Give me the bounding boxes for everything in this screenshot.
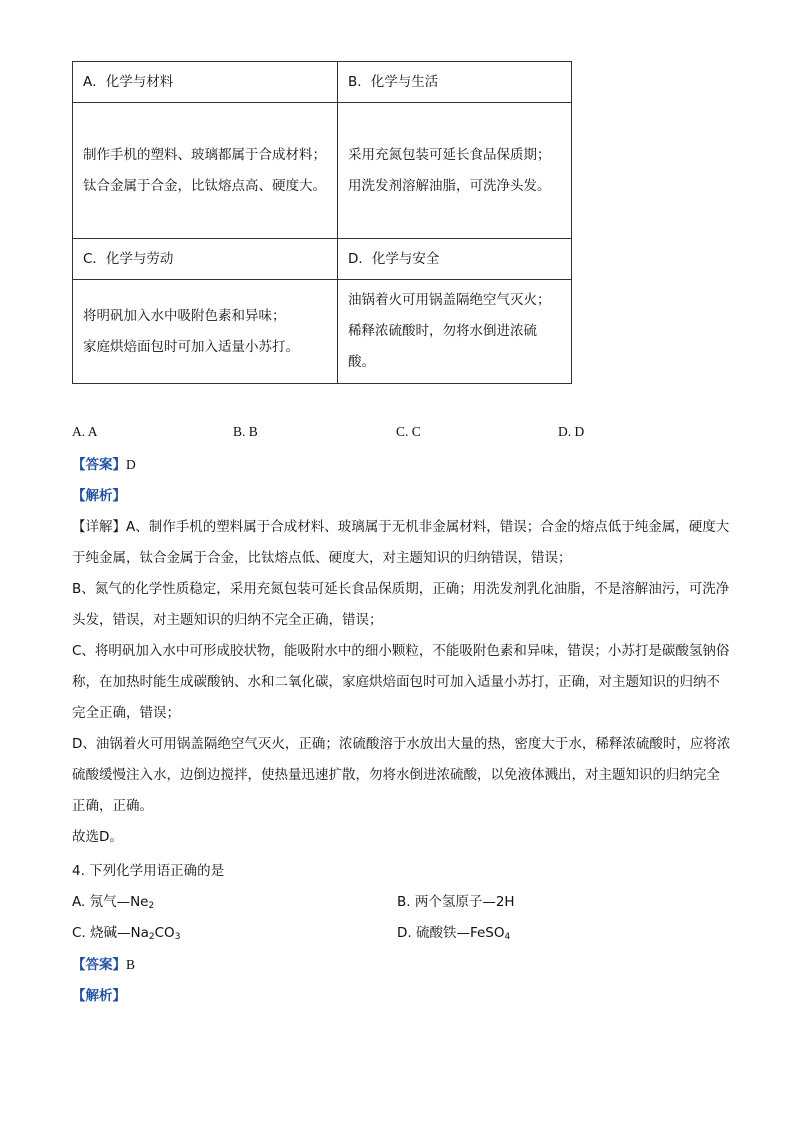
answer-value: D xyxy=(126,457,136,472)
q4-option-a-text: A. 氖气—Ne xyxy=(72,894,149,910)
q4-answer-line xyxy=(72,955,732,975)
cell-d-line-2: 稀释浓硫酸时，勿将水倒进浓硫酸。 xyxy=(348,323,537,370)
cell-b-body xyxy=(338,103,572,239)
q3-conclusion: 故选D。 xyxy=(72,829,123,845)
knowledge-table xyxy=(72,61,572,384)
q3-detail-a: 【详解】A、制作手机的塑料属于合成材料、玻璃属于无机非金属材料，错误；合金的熔点低于纯金属，硬度大于纯金属，钛合金属于合金，比钛熔点低、硬度大，对主题知识的归纳错误，错误； xyxy=(72,519,730,566)
q4-option-d-sub: 4 xyxy=(504,932,511,942)
q4-option-c-mid: CO xyxy=(154,925,175,941)
cell-a-line-2: 钛合金属于合金，比钛熔点高、硬度大。 xyxy=(83,177,326,194)
q4-option-c-sub1: 2 xyxy=(148,932,155,942)
answer-label: 【答案】 xyxy=(72,457,126,473)
cell-d-line-1: 油锅着火可用锅盖隔绝空气灭火； xyxy=(348,292,551,308)
cell-b-line-1: 采用充氮包装可延长食品保质期； xyxy=(348,146,551,163)
q3-detail-c: C、将明矾加入水中可形成胶状物，能吸附水中的细小颗粒，不能吸附色素和异味，错误；小苏打是碳酸氢钠俗称，在加热时能生成碳酸钠、水和二氧化碳，家庭烘焙面包时可加入适量小苏打，正确，对主题知识的归纳不完全正确，错误； xyxy=(72,643,730,721)
cell-a-body xyxy=(73,103,338,239)
cell-c-line-2: 家庭烘焙面包时可加入适量小苏打。 xyxy=(83,338,299,355)
q4-option-c xyxy=(72,923,180,947)
cell-c-body xyxy=(73,280,338,384)
cell-a-head: A．化学与材料 xyxy=(73,62,338,103)
cell-c-head: C．化学与劳动 xyxy=(73,239,338,280)
q4-option-c-sub2: 3 xyxy=(174,932,181,942)
q4-option-c-text: C. 烧碱—Na xyxy=(72,925,149,941)
q4-stem: 4. 下列化学用语正确的是 xyxy=(72,863,225,879)
q3-option-b: B. B xyxy=(233,424,258,439)
q3-option-a: A. A xyxy=(72,424,98,439)
cell-d-body xyxy=(338,280,572,384)
analysis-label: 【解析】 xyxy=(72,488,126,504)
q3-detail-d: D、油锅着火可用锅盖隔绝空气灭火，正确；浓硫酸溶于水放出大量的热，密度大于水，稀释浓硫酸时，应将浓硫酸缓慢注入水，边倒边搅拌，使热量迅速扩散，勿将水倒进浓硫酸，以免液体溅出，对主题知识的归纳完全正确，正确。 xyxy=(72,736,731,814)
q4-option-d xyxy=(397,923,510,947)
q4-answer-value: B xyxy=(126,957,136,972)
q3-answer-line xyxy=(72,455,732,475)
cell-c-line-1: 将明矾加入水中吸附色素和异味； xyxy=(83,307,286,324)
q3-options xyxy=(72,424,722,444)
cell-b-line-2: 用洗发剂溶解油脂，可洗净头发。 xyxy=(348,177,551,194)
q4-option-d-text: D. 硫酸铁—FeSO xyxy=(397,925,505,941)
q4-option-a-sub: 2 xyxy=(148,901,155,911)
cell-d-head: D．化学与安全 xyxy=(338,239,572,280)
cell-b-head: B．化学与生活 xyxy=(338,62,572,103)
q3-detail-b: B、氮气的化学性质稳定，采用充氮包装可延长食品保质期，正确；用洗发剂乳化油脂，不是溶解油污，可洗净头发，错误，对主题知识的归纳不完全正确，错误； xyxy=(72,581,730,628)
cell-a-line-1: 制作手机的塑料、玻璃都属于合成材料； xyxy=(83,146,326,163)
q4-answer-label: 【答案】 xyxy=(72,957,126,973)
q3-option-d: D. D xyxy=(558,424,585,439)
q4-analysis-line xyxy=(72,986,732,1006)
q3-analysis-label xyxy=(72,486,732,506)
q4-option-b: B. 两个氢原子—2H xyxy=(397,894,515,910)
q4-analysis-label: 【解析】 xyxy=(72,988,126,1004)
q4-option-a xyxy=(72,892,154,916)
q3-option-c: C. C xyxy=(396,424,421,439)
